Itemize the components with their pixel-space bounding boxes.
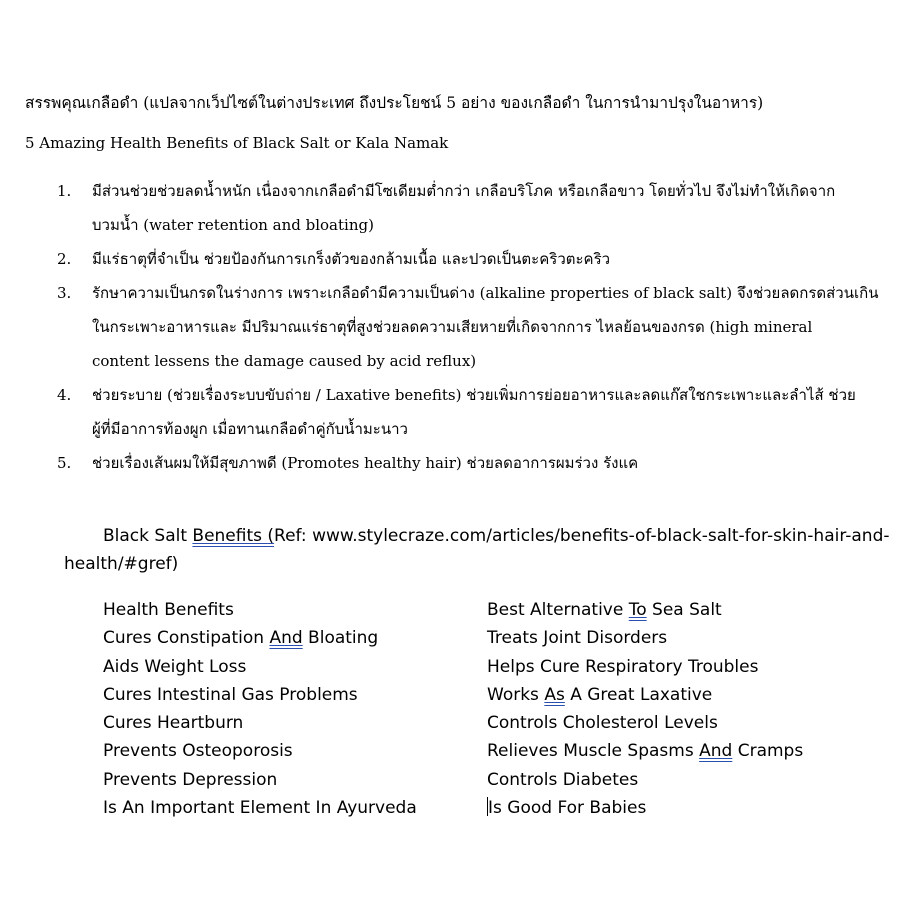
list-item-number: 2.: [57, 250, 72, 268]
benefit-item: Is Good For Babies: [488, 798, 647, 819]
benefit-item: Is An Important Element In Ayurveda: [103, 798, 417, 819]
benefit-item: Aids Weight Loss: [103, 656, 247, 677]
list-item: [57, 446, 887, 480]
benefit-item: Prevents Depression: [103, 769, 278, 790]
list-item-number: 5.: [57, 454, 72, 472]
list-item-number: 4.: [57, 386, 72, 404]
list-item-line: ช่วยเรื่องเส้นผมให้มีสุขภาพดี (Promotes healthy hair) ช่วยลดอาการผมร่วง รังแค: [92, 454, 639, 472]
benefit-item: Controls Cholesterol Levels: [487, 713, 718, 734]
reference-benefits-word: Benefits: [192, 526, 262, 546]
benefit-item: Cures Heartburn: [103, 713, 244, 734]
benefits-right-column: [487, 596, 803, 822]
benefit-item: Best Alternative To Sea Salt: [487, 600, 722, 620]
list-item: [57, 174, 887, 242]
benefit-item: Works As A Great Laxative: [487, 684, 713, 705]
benefit-and-word: And: [269, 628, 303, 649]
reference-paren: (: [267, 526, 275, 546]
list-item-line: content lessens the damage caused by acid reflux): [92, 352, 477, 370]
benefit-item: Prevents Osteoporosis: [103, 741, 293, 762]
benefit-item: Health Benefits: [103, 600, 234, 620]
list-item: [57, 378, 887, 446]
benefits-left-column: [103, 596, 417, 822]
list-item-number: 1.: [57, 182, 72, 200]
reference-url-line1: Ref: www.stylecraze.com/articles/benefits-of-black-salt-for-skin-hair-and-: [274, 526, 890, 546]
list-item-line: ช่วยระบาย (ช่วยเรื่องระบบขับถ่าย / Laxative benefits) ช่วยเพิ่มการย่อยอาหารและลดแก๊สใชกระเพาะและลำไส้ ช่วย: [92, 386, 856, 404]
benefit-item: Treats Joint Disorders: [487, 628, 668, 649]
list-item: [57, 242, 887, 276]
list-item-line: ผู้ที่มีอาการท้องผูก เมื่อทานเกลือดำคู่กับน้ำมะนาว: [92, 420, 408, 438]
benefit-item: Helps Cure Respiratory Troubles: [487, 656, 759, 677]
reference-prefix: Black Salt: [103, 526, 193, 546]
benefit-item: Cures Intestinal Gas Problems: [103, 684, 358, 705]
list-item-line: มีส่วนช่วยช่วยลดน้ำหนัก เนื่องจากเกลือดำมีโซเดียมต่ำกว่า เกลือบริโภค หรือเกลือขาว โดยทั่วไป จึงไม่ทำให้เกิดจาก: [92, 182, 836, 200]
list-item-number: 3.: [57, 284, 72, 302]
list-item-line: รักษาความเป็นกรดในร่างการ เพราะเกลือดำมีความเป็นด่าง (alkaline properties of black salt) จึงช่วยลดกรดส่วนเกิน: [92, 284, 879, 302]
benefit-item: Relieves Muscle Spasms And Cramps: [487, 741, 804, 762]
benefit-item: Controls Diabetes: [487, 769, 639, 790]
list-item-line: มีแร่ธาตุที่จำเป็น ช่วยป้องกันการเกร็งตัวของกล้ามเนื้อ และปวดเป็นตะคริวตะคริว: [92, 250, 611, 268]
document-subtitle: 5 Amazing Health Benefits of Black Salt or Kala Namak: [25, 134, 449, 152]
benefit-item: Cures Constipation And Bloating: [103, 628, 379, 649]
benefits-numbered-list: [57, 174, 887, 480]
list-item: [57, 276, 887, 378]
reference-paragraph: [64, 522, 894, 578]
reference-url-line2: health/#gref): [64, 554, 179, 574]
list-item-line: บวมน้ำ (water retention and bloating): [92, 216, 374, 234]
list-item-line: ในกระเพาะอาหารและ มีปริมาณแร่ธาตุที่สูงช่วยลดความเสียหายที่เกิดจากการ ไหลย้อนของกรด (high mineral: [92, 318, 813, 336]
document-title: สรรพคุณเกลือดำ (แปลจากเว็ปไซต์ในต่างประเทศ ถึงประโยชน์ 5 อย่าง ของเกลือดำ ในการนำมาปรุงในอาหาร): [25, 94, 764, 112]
